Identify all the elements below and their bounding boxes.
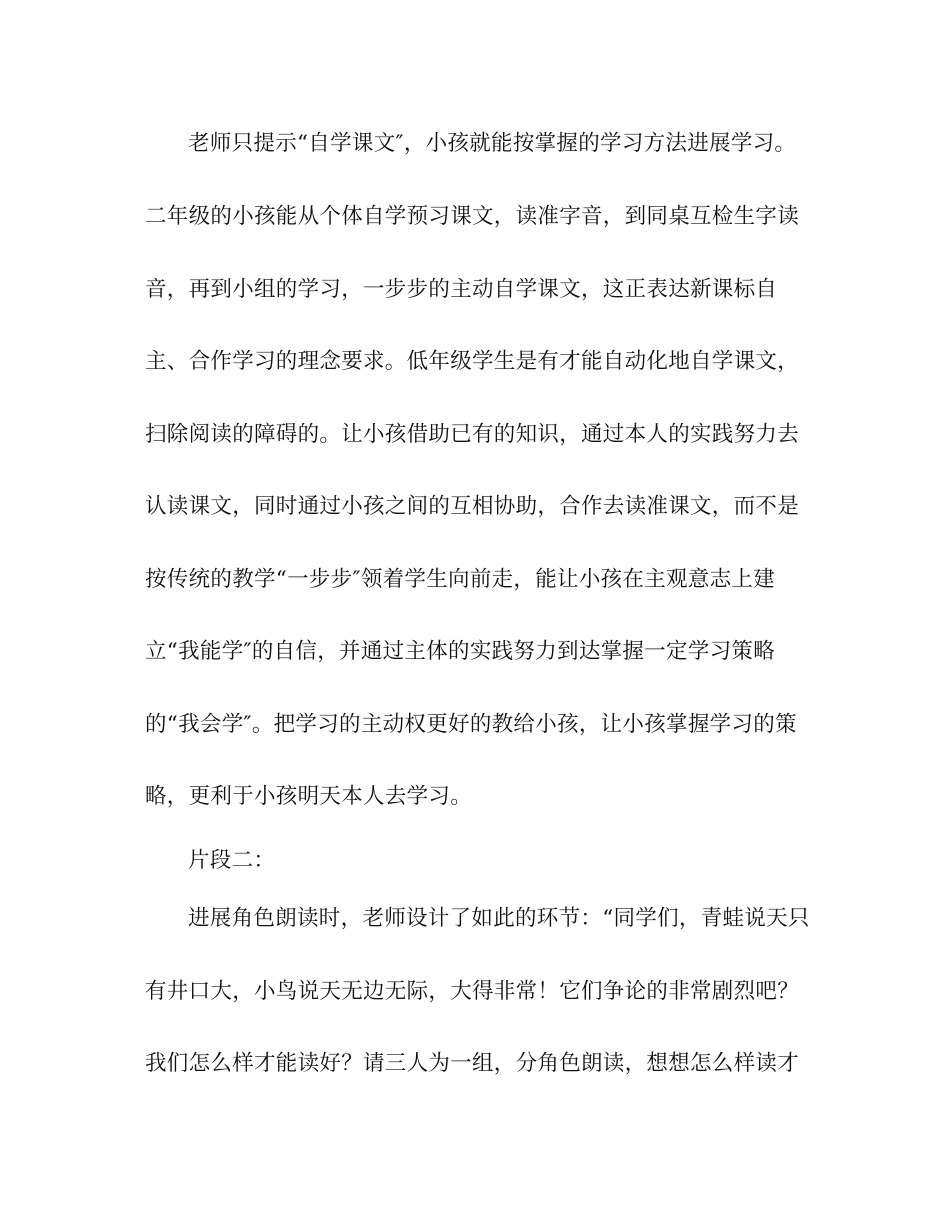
paragraph-line: 进展角色朗读时，老师设计了如此的环节：“同学们，青蛙说天只	[188, 906, 810, 931]
paragraph-line: 扫除阅读的障碍的。让小孩借助已有的知识，通过本人的实践努力去	[145, 422, 800, 447]
paragraph-line: 有井口大，小鸟说天无边无际，大得非常！它们争论的非常剧烈吧？	[145, 979, 800, 1004]
paragraph-line: 立“我能学″的自信，并通过主体的实践努力到达掌握一定学习策略	[145, 639, 776, 664]
paragraph-line: 认读课文，同时通过小孩之间的互相协助，合作去读准课文，而不是	[145, 494, 800, 519]
paragraph-line: 的“我会学″。把学习的主动权更好的教给小孩，让小孩掌握学习的策	[145, 712, 797, 737]
paragraph-line: 略，更利于小孩明天本人去学习。	[145, 784, 473, 809]
paragraph-line: 二年级的小孩能从个体自学预习课文，读准字音，到同桌互检生字读	[145, 204, 800, 229]
paragraph-line: 我们怎么样才能读好？请三人为一组，分角色朗读，想想怎么样读才	[145, 1051, 800, 1076]
paragraph-line: 老师只提示“自学课文″，小孩就能按掌握的学习方法进展学习。	[188, 131, 797, 156]
section-heading: 片段二：	[188, 848, 276, 873]
paragraph-line: 按传统的教学“一步步″领着学生向前走，能让小孩在主观意志上建	[145, 567, 776, 592]
paragraph-line: 音，再到小组的学习，一步步的主动自学课文，这正表达新课标自	[145, 277, 778, 302]
paragraph-line: 主、合作学习的理念要求。低年级学生是有才能自动化地自学课文，	[145, 349, 800, 374]
